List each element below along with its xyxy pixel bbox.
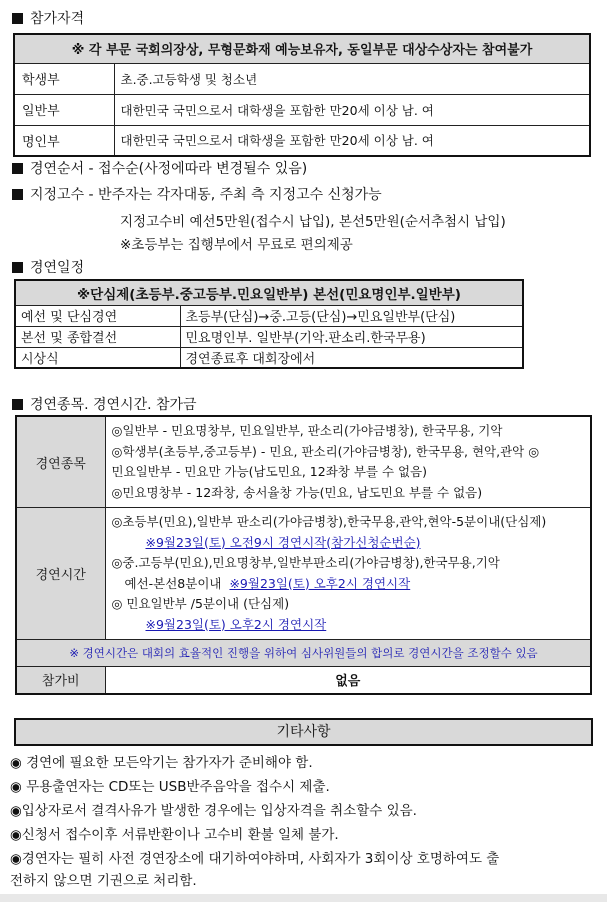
row-value: 경연종료후 대회장에서: [180, 347, 523, 368]
misc-line: ◉신청서 접수이후 서류반환이나 고수비 환불 일체 불가.: [10, 827, 339, 843]
table-row: [16, 508, 591, 640]
page-bottom-divider: [0, 894, 607, 902]
designated-note-line: ※초등부는 집행부에서 무료로 편의제공: [120, 237, 353, 253]
misc-line: ◉ 무용출연자는 CD또는 USB반주음악을 접수시 제출.: [10, 779, 330, 795]
events-label: 경연종목: [16, 416, 105, 508]
square-bullet-icon: [12, 13, 23, 24]
table-row: [15, 305, 523, 326]
time-label: 경연시간: [16, 508, 105, 640]
row-label: 학생부: [14, 63, 114, 94]
misc-line: ◉경연자는 필히 사전 경연장소에 대기하여야하며, 사회자가 3회이상 호명하여도 출: [10, 851, 500, 867]
fee-label: 참가비: [16, 667, 105, 694]
row-label: 명인부: [14, 125, 114, 156]
square-bullet-icon: [12, 163, 23, 174]
table-row: [15, 347, 523, 368]
row-value: 초.중.고등학생 및 청소년: [114, 63, 590, 94]
time-line: ◎ 민요일반부 /5분이내 (단심제): [111, 596, 290, 611]
schedule-link[interactable]: ※9월23일(토) 오후2시 경연시작: [229, 575, 411, 591]
row-value: 초등부(단심)→중.고등(단심)→민요일반부(단심): [180, 305, 523, 326]
schedule-header: ※단심제(초등부.중고등부.민요일반부) 본선(민요명인부.일반부): [15, 280, 523, 305]
misc-line: ◉입상자로서 결격사유가 발생한 경우에는 입상자격을 취소할수 있음.: [10, 803, 417, 819]
events-line: ◎민요명창부 - 12좌창, 송서율창 가능(민요, 남도민요 부를 수 없음): [111, 484, 483, 500]
section-events: 경연종목. 경연시간. 참가금: [12, 394, 197, 414]
table-row: [15, 326, 523, 347]
events-line: ◎일반부 - 민요명창부, 민요일반부, 판소리(가야금병창), 한국무용, 기악: [111, 423, 503, 438]
misc-line: ◉ 경연에 필요한 모든악기는 참가자가 준비해야 함.: [10, 755, 313, 771]
time-cell: [105, 508, 591, 640]
row-value: 대한민국 국민으로서 대학생을 포함한 만20세 이상 남. 여: [114, 125, 590, 156]
time-adjust-note: ※ 경연시간은 대회의 효율적인 진행을 위하여 심사위원들의 합의로 경연시간을 조정할수 있음: [16, 640, 591, 667]
table-row: [14, 94, 590, 125]
row-label: 일반부: [14, 94, 114, 125]
row-label: 본선 및 종합결선: [15, 326, 180, 347]
table-row: [14, 125, 590, 156]
row-value: 민요명인부. 일반부(기악.판소리.한국무용): [180, 326, 523, 347]
table-row: [14, 63, 590, 94]
eligibility-table: [13, 33, 591, 157]
events-table: [15, 415, 592, 695]
square-bullet-icon: [12, 189, 23, 200]
events-line: 민요일반부 - 민요만 가능(남도민요, 12좌창 부를 수 없음): [111, 464, 428, 479]
events-line: ◎학생부(초등부,중고등부) - 민요, 판소리(가야금병창), 한국무용, 현악,관악 ◎: [111, 443, 540, 459]
table-row: [16, 667, 591, 694]
schedule-link[interactable]: ※9월23일(토) 오전9시 경연시작(참가신청순번순): [145, 534, 421, 550]
row-value: 대한민국 국민으로서 대학생을 포함한 만20세 이상 남. 여: [114, 94, 590, 125]
section-eligibility: 참가자격: [12, 8, 84, 28]
schedule-link[interactable]: ※9월23일(토) 오후2시 경연시작: [145, 616, 327, 632]
section-order: 경연순서 - 접수순(사정에따라 변경될수 있음): [12, 158, 307, 178]
section-schedule: 경연일정: [12, 257, 84, 277]
square-bullet-icon: [12, 262, 23, 273]
time-line: ◎중.고등부(민요),민요명창부,일반부판소리(가야금병창),한국무용,기악: [111, 555, 500, 570]
misc-header: 기타사항: [14, 718, 593, 746]
misc-line: 전하지 않으면 기권으로 처리함.: [10, 873, 197, 889]
table-row: [16, 416, 591, 508]
events-cell: [105, 416, 591, 508]
row-label: 예선 및 단심경연: [15, 305, 180, 326]
schedule-table: [14, 279, 524, 369]
designated-fee-line: 지정고수비 예선5만원(접수시 납입), 본선5만원(순서추첨시 납입): [120, 214, 506, 230]
square-bullet-icon: [12, 399, 23, 410]
fee-value: 없음: [105, 667, 591, 694]
time-line: ◎초등부(민요),일반부 판소리(가야금병창),한국무용,관악,현악-5분이내(단심제): [111, 514, 547, 529]
time-line: 예선-본선8분이내: [124, 575, 222, 591]
table-row: [16, 640, 591, 667]
eligibility-header: ※ 각 부문 국회의장상, 무형문화재 예능보유자, 동일부문 대상수상자는 참여불가: [14, 34, 590, 63]
section-designated: 지정고수 - 반주자는 각자대동, 주최 측 지정고수 신청가능: [12, 184, 382, 204]
row-label: 시상식: [15, 347, 180, 368]
